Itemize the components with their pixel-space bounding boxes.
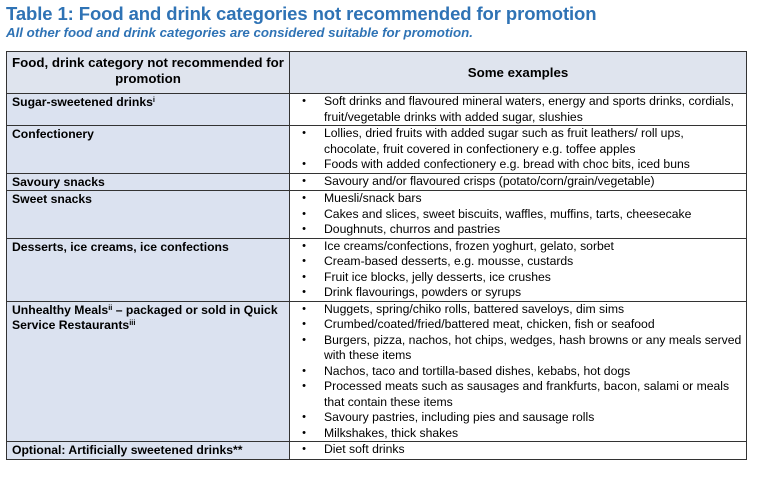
footnote-marker: ii <box>108 302 113 312</box>
list-item <box>298 364 742 380</box>
category-cell <box>7 238 290 301</box>
example-text: Savoury pastries, including pies and sausage rolls <box>324 410 595 424</box>
example-text: Cakes and slices, sweet biscuits, waffles, muffins, tarts, cheesecake <box>324 206 692 221</box>
examples-cell <box>290 301 747 442</box>
table-header-row <box>7 52 747 94</box>
example-text: Crumbed/coated/fried/battered meat, chicken, fish or seafood <box>324 317 655 331</box>
example-text: Foods with added confectionery e.g. bread with choc bits, iced buns <box>324 157 690 171</box>
bullet-icon: • <box>302 207 306 220</box>
food-categories-table <box>6 51 747 460</box>
example-text: Muesli/snack bars <box>324 191 422 205</box>
header-category: Food, drink category not recommended for promotion <box>7 52 290 94</box>
list-item <box>298 157 742 173</box>
list-item <box>298 410 742 426</box>
table-row <box>7 238 747 301</box>
category-label-continued: – packaged or sold in Quick Service Restaurants <box>12 302 278 332</box>
bullet-icon: • <box>302 364 306 377</box>
category-cell <box>7 442 290 460</box>
list-item <box>298 317 742 333</box>
category-cell <box>7 126 290 174</box>
example-text: Burgers, pizza, nachos, hot chips, wedges, hash browns or any meals served with these items <box>324 332 742 362</box>
examples-cell <box>290 126 747 174</box>
list-item <box>298 333 742 364</box>
bullet-icon: • <box>302 158 306 170</box>
bullet-icon: • <box>302 426 306 439</box>
bullet-icon: • <box>302 223 306 235</box>
footnote-marker: iii <box>129 318 136 327</box>
bullet-icon: • <box>302 380 306 392</box>
list-item <box>298 270 742 286</box>
example-text: Cream-based desserts, e.g. mousse, custards <box>324 254 574 268</box>
bullet-icon: • <box>302 302 306 315</box>
bullet-icon: • <box>302 318 306 330</box>
list-item <box>298 94 742 125</box>
examples-cell <box>290 238 747 301</box>
category-cell <box>7 191 290 239</box>
category-label: Confectionery <box>12 127 94 141</box>
example-text: Nachos, taco and tortilla-based dishes, kebabs, hot dogs <box>324 363 631 378</box>
table-row <box>7 94 747 126</box>
bullet-icon: • <box>302 192 306 204</box>
table-title: Table 1: Food and drink categories not recommended for promotion <box>6 3 597 24</box>
bullet-icon: • <box>302 411 306 423</box>
bullet-icon: • <box>302 333 306 346</box>
list-item <box>298 207 742 223</box>
category-cell <box>7 173 290 191</box>
category-label: Sweet snacks <box>12 192 92 206</box>
list-item <box>298 442 742 458</box>
bullet-icon: • <box>302 239 306 252</box>
bullet-icon: • <box>302 286 306 298</box>
table-row <box>7 173 747 191</box>
table-row <box>7 442 747 460</box>
category-label: Unhealthy Meals <box>12 302 109 317</box>
category-label: Savoury snacks <box>12 174 105 189</box>
example-text: Nuggets, spring/chiko rolls, battered saveloys, dim sims <box>324 301 625 316</box>
example-text: Savoury and/or flavoured crisps (potato/corn/grain/vegetable) <box>324 173 655 188</box>
bullet-icon: • <box>302 255 306 267</box>
examples-cell <box>290 94 747 126</box>
example-text: Ice creams/confections, frozen yoghurt, gelato, sorbet <box>324 238 614 253</box>
example-text: Processed meats such as sausages and frankfurts, bacon, salami or meals that contain these items <box>324 379 730 409</box>
examples-cell <box>290 191 747 239</box>
table-subtitle: All other food and drink categories are considered suitable for promotion. <box>6 25 473 40</box>
category-label: Optional: Artificially sweetened drinks** <box>12 443 243 457</box>
table-row <box>7 301 747 442</box>
category-label: Sugar-sweetened drinks <box>12 95 153 109</box>
examples-cell <box>290 173 747 191</box>
bullet-icon: • <box>302 443 306 455</box>
example-text: Fruit ice blocks, jelly desserts, ice crushes <box>324 269 551 284</box>
table-row <box>7 191 747 239</box>
example-text: Soft drinks and flavoured mineral waters, energy and sports drinks, cordials, fruit/vegetable drinks with added sugar, slushies <box>324 94 734 124</box>
category-cell <box>7 94 290 126</box>
example-text: Diet soft drinks <box>324 442 405 456</box>
list-item <box>298 174 742 190</box>
list-item <box>298 379 742 410</box>
list-item <box>298 126 742 157</box>
bullet-icon: • <box>302 127 306 139</box>
bullet-icon: • <box>302 95 306 107</box>
footnote-marker: i <box>152 95 155 104</box>
list-item <box>298 285 742 301</box>
examples-cell <box>290 442 747 460</box>
header-examples: Some examples <box>290 52 747 94</box>
category-label: Desserts, ice creams, ice confections <box>12 239 229 254</box>
example-text: Doughnuts, churros and pastries <box>324 222 501 236</box>
example-text: Milkshakes, thick shakes <box>324 425 459 440</box>
list-item <box>298 222 742 238</box>
bullet-icon: • <box>302 270 306 283</box>
example-text: Drink flavourings, powders or syrups <box>324 285 522 299</box>
bullet-icon: • <box>302 174 306 187</box>
category-cell <box>7 301 290 442</box>
example-text: Lollies, dried fruits with added sugar such as fruit leathers/ roll ups, chocolate, fruit covered in confectionery e.g. toffee apples <box>324 126 684 156</box>
list-item <box>298 426 742 442</box>
list-item <box>298 239 742 255</box>
list-item <box>298 191 742 207</box>
list-item <box>298 302 742 318</box>
table-row <box>7 126 747 174</box>
list-item <box>298 254 742 270</box>
